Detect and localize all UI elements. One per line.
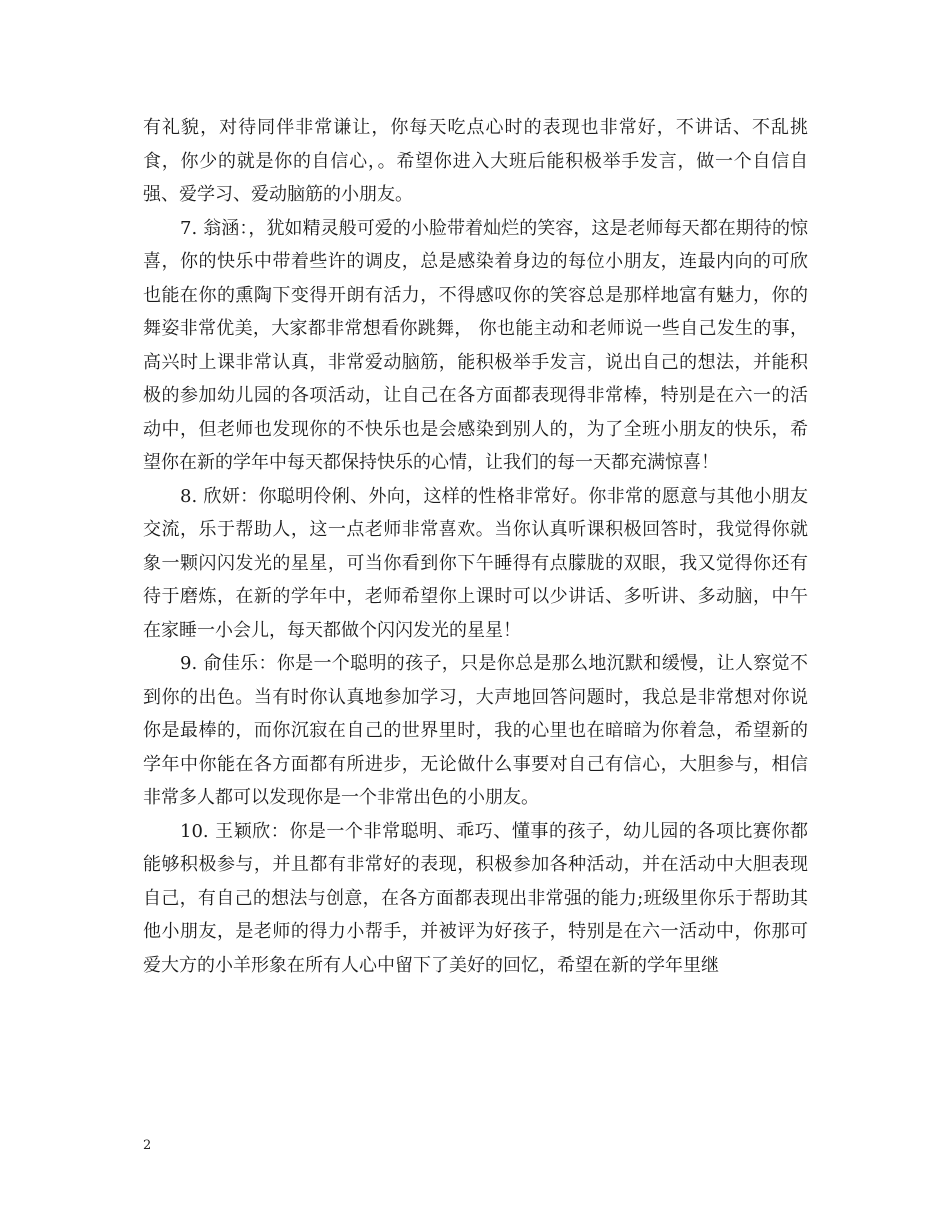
paragraph-text: 翁涵：，犹如精灵般可爱的小脸带着灿烂的笑容，这是老师每天都在期待的惊喜，你的快乐中带着些许的调皮，总是感染着身边的每位小朋友，连最内向的可欣也能在你的熏陶下变得开朗有活力，不得感叹你的笑容总是那样地富有魅力，你的舞姿非常优美，大家都非常想看你跳舞， 你也能主动和老师说一些自己发生的事，高兴时上课非常认真，非常爱动脑筋，能积极举手发言，说出自己的想法，并能积极的参加幼儿园的各项活动，让自己在各方面都表现得非常棒，特别是在六一的活动中，但老师也发现你的不快乐也是会感染到别人的，为了全班小朋友的快乐，希望你在新的学年中每天都保持快乐的心情，让我们的每一天都充满惊喜！ — [143, 217, 808, 473]
paragraph-text: 俞佳乐：你是一个聪明的孩子，只是你总是那么地沉默和缓慢，让人察觉不到你的出色。当有时你认真地参加学习，大声地回答问题时，我总是非常想对你说你是最棒的，而你沉寂在自己的世界里时，我的心里也在暗暗为你着急，希望新的学年中你能在各方面都有所进步，无论做什么事要对自己有信心，大胆参与，相信非常多人都可以发现你是一个非常出色的小朋友。 — [143, 653, 808, 808]
paragraph-item-8 — [143, 480, 808, 648]
page-number: 2 — [143, 1138, 152, 1153]
paragraph-continued — [143, 111, 808, 212]
item-number: 10. — [180, 820, 209, 842]
paragraph-item-9 — [143, 647, 808, 815]
item-number: 8. — [180, 485, 198, 507]
item-number: 7. — [180, 217, 198, 239]
paragraph-text: 欣妍：你聪明伶俐、外向，这样的性格非常好。你非常的愿意与其他小朋友交流，乐于帮助人，这一点老师非常喜欢。当你认真听课积极回答时，我觉得你就象一颗闪闪发光的星星，可当你看到你下午睡得有点朦胧的双眼，我又觉得你还有待于磨炼，在新的学年中，老师希望你上课时可以少讲话、多听讲、多动脑，中午在家睡一小会儿，每天都做个闪闪发光的星星！ — [143, 485, 808, 641]
paragraph-text: 王颖欣：你是一个非常聪明、乖巧、懂事的孩子，幼儿园的各项比赛你都能够积极参与，并且都有非常好的表现，积极参加各种活动，并在活动中大胆表现自己，有自己的想法与创意，在各方面都表现出非常强的能力;班级里你乐于帮助其他小朋友，是老师的得力小帮手，并被评为好孩子，特别是在六一活动中，你那可爱大方的小羊形象在所有人心中留下了美好的回忆，希望在新的学年里继 — [143, 820, 808, 976]
paragraph-text: 有礼貌，对待同伴非常谦让，你每天吃点心时的表现也非常好，不讲话、不乱挑食，你少的就是你的自信心，。希望你进入大班后能积极举手发言，做一个自信自强、爱学习、爱动脑筋的小朋友。 — [143, 117, 808, 205]
paragraph-item-7 — [143, 212, 808, 480]
item-number: 9. — [180, 653, 198, 674]
document-body — [143, 111, 808, 982]
paragraph-item-10 — [143, 815, 808, 983]
